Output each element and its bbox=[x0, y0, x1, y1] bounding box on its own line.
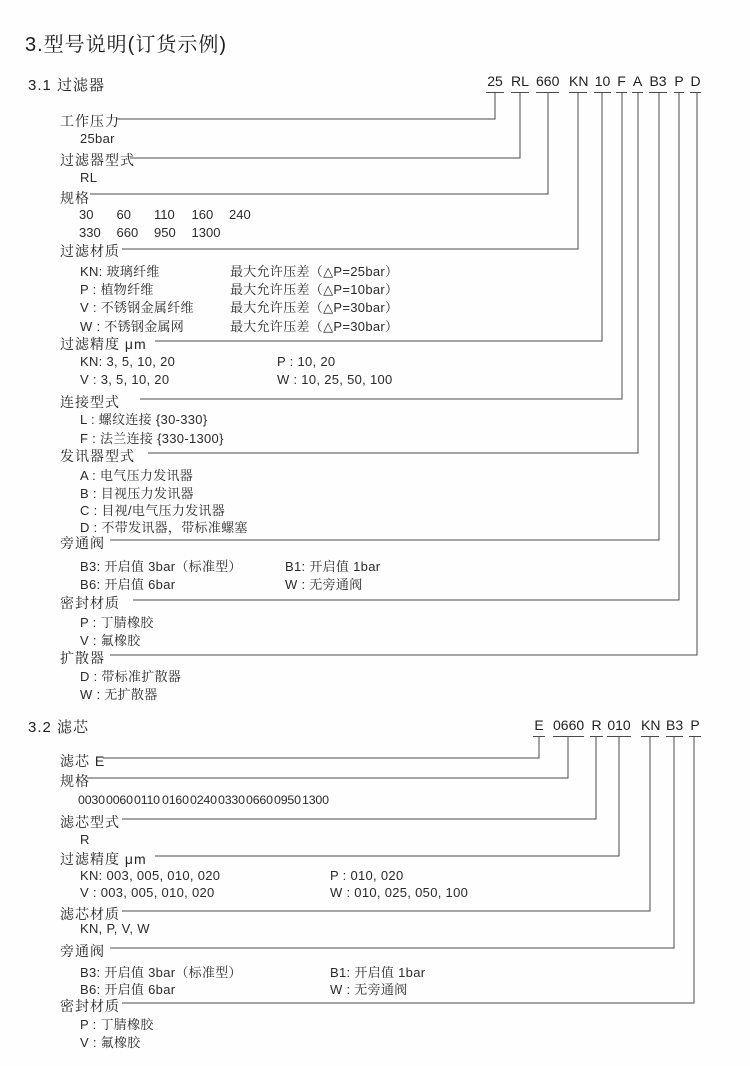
precision-row-right: P : 10, 20 bbox=[277, 354, 336, 369]
element-precision-label: 过滤精度 μm bbox=[60, 851, 147, 867]
size-value: 240 bbox=[229, 207, 251, 222]
indicator-row: D : 不带发讯器，带标准螺塞 bbox=[80, 520, 248, 535]
media-label: 过滤材质 bbox=[60, 243, 120, 259]
connector-line-element bbox=[103, 736, 539, 758]
code-part-precision: 10 bbox=[594, 73, 611, 93]
element-type-label: 滤芯型式 bbox=[60, 814, 120, 830]
diffuser-row: D : 带标准扩散器 bbox=[80, 669, 182, 684]
section-heading-element: 3.2 滤芯 bbox=[28, 719, 90, 736]
connection-row: F : 法兰连接 {330-1300} bbox=[80, 431, 224, 446]
size-value: 950 bbox=[154, 225, 176, 240]
size-row-1 bbox=[79, 206, 267, 224]
connector-line-working-pressure bbox=[117, 92, 495, 119]
precision-row-right: W : 010, 025, 050, 100 bbox=[330, 885, 469, 900]
bypass-row-left: B3: 开启值 3bar（标准型） bbox=[80, 965, 242, 980]
precision-row-left: V : 003, 005, 010, 020 bbox=[80, 885, 215, 900]
connection-label: 连接型式 bbox=[60, 394, 120, 410]
element-type-value: R bbox=[80, 832, 90, 847]
code-part-indicator: A bbox=[632, 73, 643, 93]
filter-type-label: 过滤器型式 bbox=[60, 152, 135, 168]
size-value: 160 bbox=[191, 207, 214, 222]
page-title: 3.型号说明(订货示例) bbox=[25, 34, 227, 56]
element-seal-label: 密封材质 bbox=[60, 998, 120, 1014]
bypass-row-right: W : 无旁通阀 bbox=[330, 982, 408, 997]
seal-row: V : 氟橡胶 bbox=[80, 1035, 141, 1050]
element-size-label: 规格 bbox=[60, 773, 90, 789]
code-part-element-type: R bbox=[590, 717, 603, 737]
precision-row-left: KN: 003, 005, 010, 020 bbox=[80, 868, 221, 883]
element-size-row bbox=[78, 791, 330, 809]
code-part-bypass: B3 bbox=[649, 73, 667, 93]
size-value: 0660 bbox=[246, 793, 273, 807]
seal-row: P : 丁腈橡胶 bbox=[80, 1017, 154, 1032]
bypass-row-right: W : 无旁通阀 bbox=[285, 577, 363, 592]
size-value: 30 bbox=[79, 207, 94, 222]
bypass-row-left: B6: 开启值 6bar bbox=[80, 982, 176, 997]
size-value: 0030 bbox=[78, 793, 105, 807]
diffuser-row: W : 无扩散器 bbox=[80, 687, 158, 702]
code-part-element-precision: 010 bbox=[607, 717, 631, 737]
code-part-diffuser: D bbox=[690, 73, 701, 93]
code-part-element-bypass: B3 bbox=[666, 717, 683, 737]
section-heading-filter: 3.1 过滤器 bbox=[28, 77, 106, 94]
code-part-element: E bbox=[533, 717, 545, 737]
bypass-row-left: B6: 开启值 6bar bbox=[80, 577, 176, 592]
media-row-note: 最大允许压差（△P=30bar） bbox=[230, 300, 399, 315]
precision-row-left: KN: 3, 5, 10, 20 bbox=[80, 354, 176, 369]
code-part-size: 660 bbox=[536, 73, 559, 93]
connector-line-connection bbox=[140, 92, 622, 399]
bypass-row-left: B3: 开启值 3bar（标准型） bbox=[80, 559, 242, 574]
indicator-row: C : 目视/电气压力发讯器 bbox=[80, 503, 226, 518]
size-value: 0330 bbox=[218, 793, 245, 807]
code-part-pressure: 25 bbox=[486, 73, 504, 93]
element-media-label: 滤芯材质 bbox=[60, 906, 120, 922]
media-row-note: 最大允许压差（△P=25bar） bbox=[230, 264, 399, 279]
indicator-row: B : 目视压力发讯器 bbox=[80, 486, 194, 501]
element-label: 滤芯 E bbox=[60, 753, 106, 769]
indicator-row: A : 电气压力发讯器 bbox=[80, 468, 194, 483]
seal-row: V : 氟橡胶 bbox=[80, 633, 141, 648]
media-row-code: KN: 玻璃纤维 bbox=[80, 264, 160, 279]
size-value: 330 bbox=[79, 225, 101, 240]
precision-row-right: P : 010, 020 bbox=[330, 868, 404, 883]
size-value: 0160 bbox=[162, 793, 189, 807]
bypass-row-right: B1: 开启值 1bar bbox=[330, 965, 426, 980]
seal-row: P : 丁腈橡胶 bbox=[80, 615, 154, 630]
working-pressure-label: 工作压力 bbox=[60, 113, 120, 129]
seal-label: 密封材质 bbox=[60, 595, 120, 611]
size-row-2 bbox=[79, 224, 229, 242]
indicator-label: 发讯器型式 bbox=[60, 448, 135, 464]
size-value: 60 bbox=[116, 207, 131, 222]
size-label: 规格 bbox=[60, 190, 90, 206]
code-part-element-media: KN bbox=[641, 717, 659, 737]
media-row-note: 最大允许压差（△P=30bar） bbox=[230, 319, 399, 334]
size-value: 0060 bbox=[106, 793, 133, 807]
working-pressure-value: 25bar bbox=[80, 131, 115, 146]
element-bypass-label: 旁通阀 bbox=[60, 943, 105, 959]
media-row-code: V : 不锈钢金属纤维 bbox=[80, 300, 194, 315]
connector-line-element-bypass bbox=[110, 736, 674, 948]
size-value: 660 bbox=[116, 225, 139, 240]
filter-type-value: RL bbox=[80, 170, 98, 185]
size-value: 1300 bbox=[191, 225, 221, 240]
precision-row-left: V : 3, 5, 10, 20 bbox=[80, 372, 170, 387]
media-row-code: W : 不锈钢金属网 bbox=[80, 319, 185, 334]
size-value: 0240 bbox=[190, 793, 217, 807]
code-part-seal: P bbox=[674, 73, 684, 93]
code-part-element-seal: P bbox=[689, 717, 701, 737]
precision-label: 过滤精度 μm bbox=[60, 336, 147, 352]
size-value: 1300 bbox=[302, 793, 329, 807]
code-part-connection: F bbox=[616, 73, 627, 93]
size-value: 0950 bbox=[274, 793, 301, 807]
media-row-code: P : 植物纤维 bbox=[80, 282, 154, 297]
diffuser-label: 扩散器 bbox=[60, 650, 105, 666]
connector-line-element-size bbox=[87, 736, 568, 778]
code-part-element-size: 0660 bbox=[553, 717, 584, 737]
element-media-value: KN, P, V, W bbox=[80, 921, 150, 936]
code-part-media: KN bbox=[569, 73, 587, 93]
size-value: 110 bbox=[154, 207, 175, 222]
precision-row-right: W : 10, 25, 50, 100 bbox=[277, 372, 393, 387]
size-value: 0110 bbox=[134, 793, 160, 807]
connector-line-size bbox=[90, 92, 548, 194]
connection-row: L : 螺纹连接 {30-330} bbox=[80, 412, 208, 427]
bypass-label: 旁通阀 bbox=[60, 535, 105, 551]
media-row-note: 最大允许压差（△P=10bar） bbox=[230, 282, 399, 297]
bypass-row-right: B1: 开启值 1bar bbox=[285, 559, 381, 574]
connector-line-filter-type bbox=[130, 92, 520, 158]
code-part-type: RL bbox=[511, 73, 529, 93]
